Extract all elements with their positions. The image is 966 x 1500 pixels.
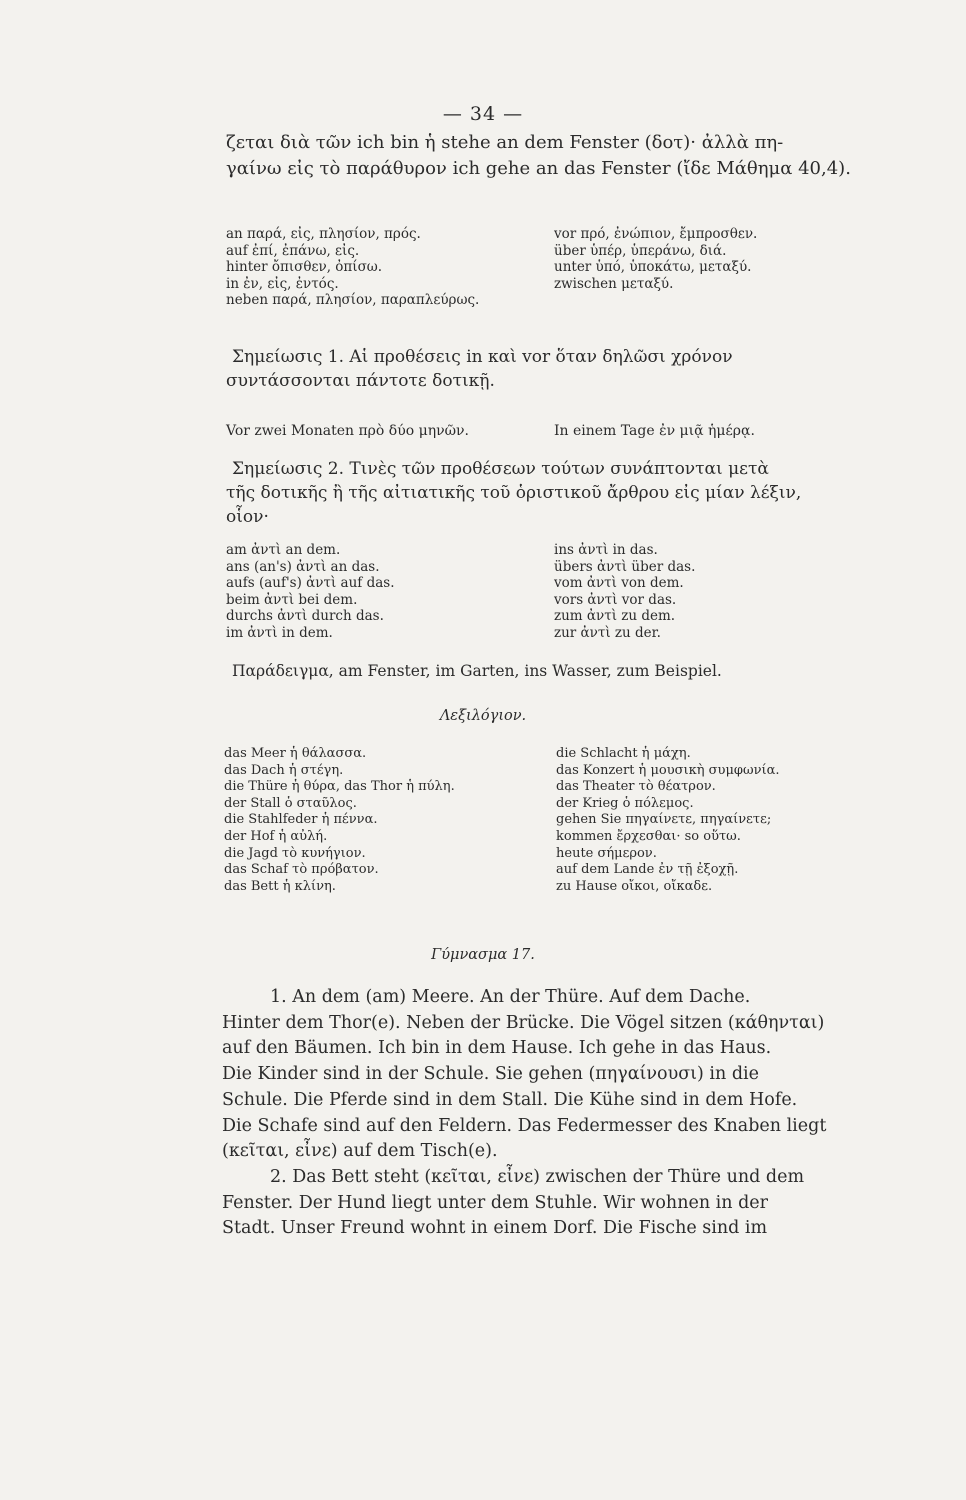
vocabulary-entry: heute σήμερον. <box>556 845 657 861</box>
vocabulary-entry: kommen ἔρχεσθαι· so οὕτω. <box>556 828 741 844</box>
intro-paragraph <box>226 130 866 182</box>
exercise-line: auf den Bäumen. Ich bin in dem Hause. Ich gehe in das Haus. <box>222 1038 772 1059</box>
contraction-entry: zum ἀντὶ zu dem. <box>554 608 676 624</box>
contraction-entry: vors ἀντὶ vor das. <box>554 591 677 608</box>
exercise-line: Schule. Die Pferde sind in dem Stall. Die Kühe sind in dem Hofe. <box>222 1089 798 1110</box>
exercise-line: (κεῖται, εἶνε) auf dem Tisch(e). <box>222 1141 498 1162</box>
vocabulary-entry: das Bett ἡ κλίνη. <box>224 878 336 894</box>
note-1-line: συντάσσονται πάντοτε δοτικῇ. <box>226 371 495 391</box>
vocabulary-entry: die Schlacht ἡ μάχη. <box>556 746 691 761</box>
exercise-heading: Γύμνασμα 17. <box>431 947 535 963</box>
note-1-line: Σημείωσις 1. Αἱ προθέσεις in καὶ vor ὅταν δηλῶσι χρόνον <box>232 347 733 367</box>
vocabulary-left-column <box>224 746 455 895</box>
preposition-entry: zwischen μεταξύ. <box>554 275 674 292</box>
note-1-example-left: Vor zwei Monaten πρὸ δύο μηνῶν. <box>226 423 469 439</box>
vocabulary-entry: die Stahlfeder ἡ πέννα. <box>224 812 378 828</box>
contraction-entry: ins ἀντὶ in das. <box>554 542 658 558</box>
exercise-line: Hinter dem Thor(e). Neben der Brücke. Die Vögel sitzen (κάθηνται) <box>222 1012 825 1033</box>
vocabulary-heading: Λεξιλόγιον. <box>439 708 527 724</box>
vocabulary-right-column <box>556 746 780 895</box>
vocabulary-entry: das Theater τὸ θέατρον. <box>556 779 716 795</box>
preposition-entry: unter ὑπό, ὑποκάτω, μεταξύ. <box>554 259 752 275</box>
exercise-line: 1. An dem (am) Meere. An der Thüre. Auf dem Dache. <box>270 987 751 1007</box>
preposition-entry: auf ἐπί, ἐπάνω, εἰς. <box>226 242 360 259</box>
contraction-entry: vom ἀντὶ von dem. <box>554 575 684 591</box>
contraction-entry: beim ἀντὶ bei dem. <box>226 591 358 608</box>
contractions-left-column <box>226 542 394 641</box>
page-number: — 34 — <box>442 103 524 125</box>
preposition-entry: hinter ὄπισθεν, ὀπίσω. <box>226 259 383 275</box>
preposition-entry: über ὑπέρ, ὑπεράνω, διά. <box>554 242 727 259</box>
vocabulary-entry: zu Hause οἴκοι, οἴκαδε. <box>556 878 713 894</box>
vocabulary-entry: gehen Sie πηγαίνετε, πηγαίνετε; <box>556 812 772 828</box>
vocabulary-entry: das Meer ἡ θάλασσα. <box>224 746 367 761</box>
preposition-entry: an παρά, εἰς, πλησίον, πρός. <box>226 226 421 242</box>
preposition-entry: in ἐν, εἰς, ἐντός. <box>226 275 339 292</box>
exercise-line: Stadt. Unser Freund wohnt in einem Dorf. Die Fische sind im <box>222 1218 768 1239</box>
contraction-entry: aufs (auf's) ἀντὶ auf das. <box>226 575 395 591</box>
note-2-line: Σημείωσις 2. Τινὲς τῶν προθέσεων τούτων συνάπτονται μετὰ <box>232 459 769 479</box>
contraction-entry: ans (an's) ἀντὶ an das. <box>226 558 380 575</box>
vocabulary-entry: der Stall ὁ σταῦλος. <box>224 795 357 811</box>
example-line: Παράδειγμα, am Fenster, im Garten, ins Wasser, zum Beispiel. <box>232 662 722 680</box>
vocabulary-entry: auf dem Lande ἐν τῇ ἐξοχῇ. <box>556 862 739 878</box>
vocabulary-entry: das Schaf τὸ πρόβατον. <box>224 862 379 878</box>
exercise-line: 2. Das Bett steht (κεῖται, εἶνε) zwischen der Thüre und dem <box>270 1166 805 1187</box>
exercise-line: Fenster. Der Hund liegt unter dem Stuhle. Wir wohnen in der <box>222 1192 769 1213</box>
contraction-entry: im ἀντὶ in dem. <box>226 624 333 641</box>
contraction-entry: übers ἀντὶ über das. <box>554 558 696 575</box>
contraction-entry: zur ἀντὶ zu der. <box>554 624 661 641</box>
note-2-line: οἷον· <box>226 507 269 527</box>
preposition-entry: neben παρά, πλησίον, παραπλεύρως. <box>226 292 480 308</box>
exercise-line: Die Schafe sind auf den Feldern. Das Federmesser des Knaben liegt <box>222 1115 827 1136</box>
contraction-entry: durchs ἀντὶ durch das. <box>226 608 384 624</box>
preposition-entry: vor πρό, ἐνώπιον, ἔμπροσθεν. <box>554 226 758 242</box>
contraction-entry: am ἀντὶ an dem. <box>226 542 341 558</box>
exercise-text <box>222 985 868 1242</box>
vocabulary-entry: das Konzert ἡ μουσικὴ συμφωνία. <box>556 762 780 778</box>
vocabulary-entry: das Dach ἡ στέγη. <box>224 762 344 778</box>
note-2-line: τῆς δοτικῆς ἢ τῆς αἰτιατικῆς τοῦ ὁριστικοῦ ἄρθρου εἰς μίαν λέξιν, <box>226 483 802 503</box>
prepositions-right-column <box>554 226 757 292</box>
vocabulary-entry: der Hof ἡ αὐλή. <box>224 828 328 844</box>
vocabulary-entry: der Krieg ὁ πόλεμος. <box>556 795 694 811</box>
exercise-line: Die Kinder sind in der Schule. Sie gehen (πηγαίνουσι) in die <box>222 1064 759 1085</box>
intro-line: γαίνω εἰς τὸ παράθυρον ich gehe an das Fenster (ἴδε Μάθημα 40,4). <box>226 158 851 179</box>
note-2 <box>226 457 866 529</box>
vocabulary-entry: die Jagd τὸ κυνήγιον. <box>224 845 366 861</box>
note-1-example-right: In einem Tage ἐν μιᾷ ἡμέρᾳ. <box>554 423 755 439</box>
contractions-right-column <box>554 542 695 641</box>
note-1 <box>226 345 866 393</box>
intro-line: ζεται διὰ τῶν ich bin ἡ stehe an dem Fenster (δοτ)· ἀλλὰ πη- <box>226 132 784 153</box>
prepositions-left-column <box>226 226 479 309</box>
vocabulary-entry: die Thüre ἡ θύρα, das Thor ἡ πύλη. <box>224 779 455 795</box>
